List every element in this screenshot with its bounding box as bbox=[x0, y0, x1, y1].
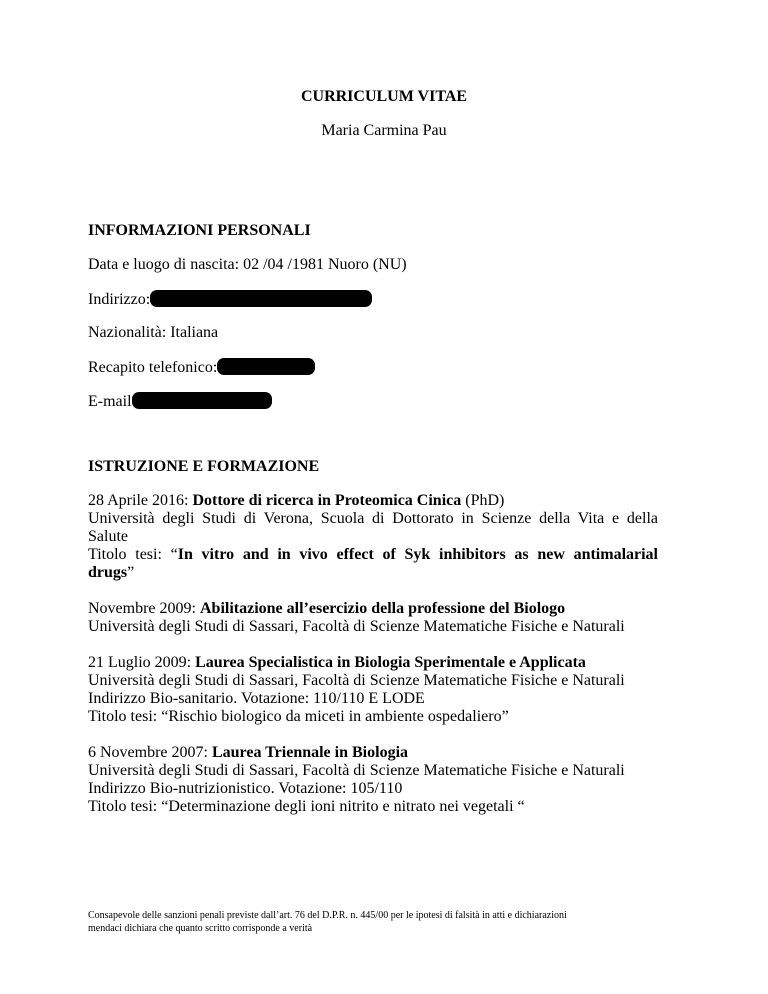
phd-institution-line2: Salute bbox=[88, 528, 128, 545]
phd-title-line bbox=[88, 492, 504, 510]
nationality: Nazionalità: Italiana bbox=[88, 324, 219, 341]
redacted-phone bbox=[217, 358, 315, 375]
phd-thesis-title-1: In vitro and in vivo effect of Syk inhibitors as new antimalarial bbox=[177, 546, 659, 563]
triennale-title: Laurea Triennale in Biologia bbox=[211, 744, 409, 761]
address-label: Indirizzo: bbox=[88, 291, 151, 308]
specialistica-date: 21 Luglio 2009: bbox=[88, 654, 196, 671]
phd-thesis-suffix: ” bbox=[127, 564, 135, 581]
phd-suffix: (PhD) bbox=[461, 492, 505, 509]
triennale-date: 6 Novembre 2007: bbox=[88, 744, 212, 761]
specialistica-institution: Università degli Studi di Sassari, Facoltà di Scienze Matematiche Fisiche e Naturali bbox=[88, 672, 625, 689]
address-row bbox=[88, 290, 372, 309]
phd-date: 28 Aprile 2016: bbox=[88, 492, 193, 509]
phd-thesis-title-2: drugs bbox=[88, 564, 128, 581]
phd-thesis-line2 bbox=[88, 564, 134, 582]
triennale-thesis: Titolo tesi: “Determinazione degli ioni nitrito e nitrato nei vegetali “ bbox=[88, 798, 525, 815]
specialistica-title-line bbox=[88, 654, 586, 672]
specialistica-title: Laurea Specialistica in Biologia Sperimentale e Applicata bbox=[195, 654, 586, 671]
phd-thesis-prefix: Titolo tesi: “ bbox=[88, 546, 178, 563]
phone-label: Recapito telefonico: bbox=[88, 359, 218, 376]
triennale-title-line bbox=[88, 744, 408, 762]
document-title: CURRICULUM VITAE bbox=[300, 88, 468, 105]
phd-degree: Dottore di ricerca in Proteomica Cinica bbox=[192, 492, 462, 509]
triennale-institution: Università degli Studi di Sassari, Facoltà di Scienze Matematiche Fisiche e Naturali bbox=[88, 762, 625, 779]
person-name: Maria Carmina Pau bbox=[321, 122, 447, 139]
abilitazione-institution: Università degli Studi di Sassari, Facoltà di Scienze Matematiche Fisiche e Naturali bbox=[88, 618, 625, 635]
abilitazione-title-line bbox=[88, 600, 565, 618]
phd-institution-line1: Università degli Studi di Verona, Scuola di Dottorato in Scienze della Vita e della bbox=[88, 510, 658, 527]
birth-info: Data e luogo di nascita: 02 /04 /1981 Nuoro (NU) bbox=[88, 256, 407, 273]
specialistica-thesis: Titolo tesi: “Rischio biologico da miceti in ambiente ospedaliero” bbox=[88, 708, 509, 725]
footer-declaration-line2: mendaci dichiara che quanto scritto corrisponde a verità bbox=[88, 923, 313, 934]
section-heading-personal: INFORMAZIONI PERSONALI bbox=[88, 222, 311, 239]
redacted-address bbox=[150, 290, 372, 307]
redacted-email bbox=[132, 392, 272, 409]
phone-row bbox=[88, 358, 315, 377]
abilitazione-date: Novembre 2009: bbox=[88, 600, 200, 617]
specialistica-details: Indirizzo Bio-sanitario. Votazione: 110/110 E LODE bbox=[88, 690, 425, 707]
abilitazione-title: Abilitazione all’esercizio della professione del Biologo bbox=[199, 600, 566, 617]
email-label: E-mail bbox=[88, 393, 132, 410]
footer-declaration-line1: Consapevole delle sanzioni penali previste dall’art. 76 del D.P.R. n. 445/00 per le ipotesi di falsità in atti e dichiarazioni bbox=[88, 910, 567, 921]
phd-thesis-line1 bbox=[88, 546, 658, 564]
email-row bbox=[88, 392, 272, 411]
triennale-details: Indirizzo Bio-nutrizionistico. Votazione: 105/110 bbox=[88, 780, 403, 797]
section-heading-education: ISTRUZIONE E FORMAZIONE bbox=[88, 458, 320, 475]
